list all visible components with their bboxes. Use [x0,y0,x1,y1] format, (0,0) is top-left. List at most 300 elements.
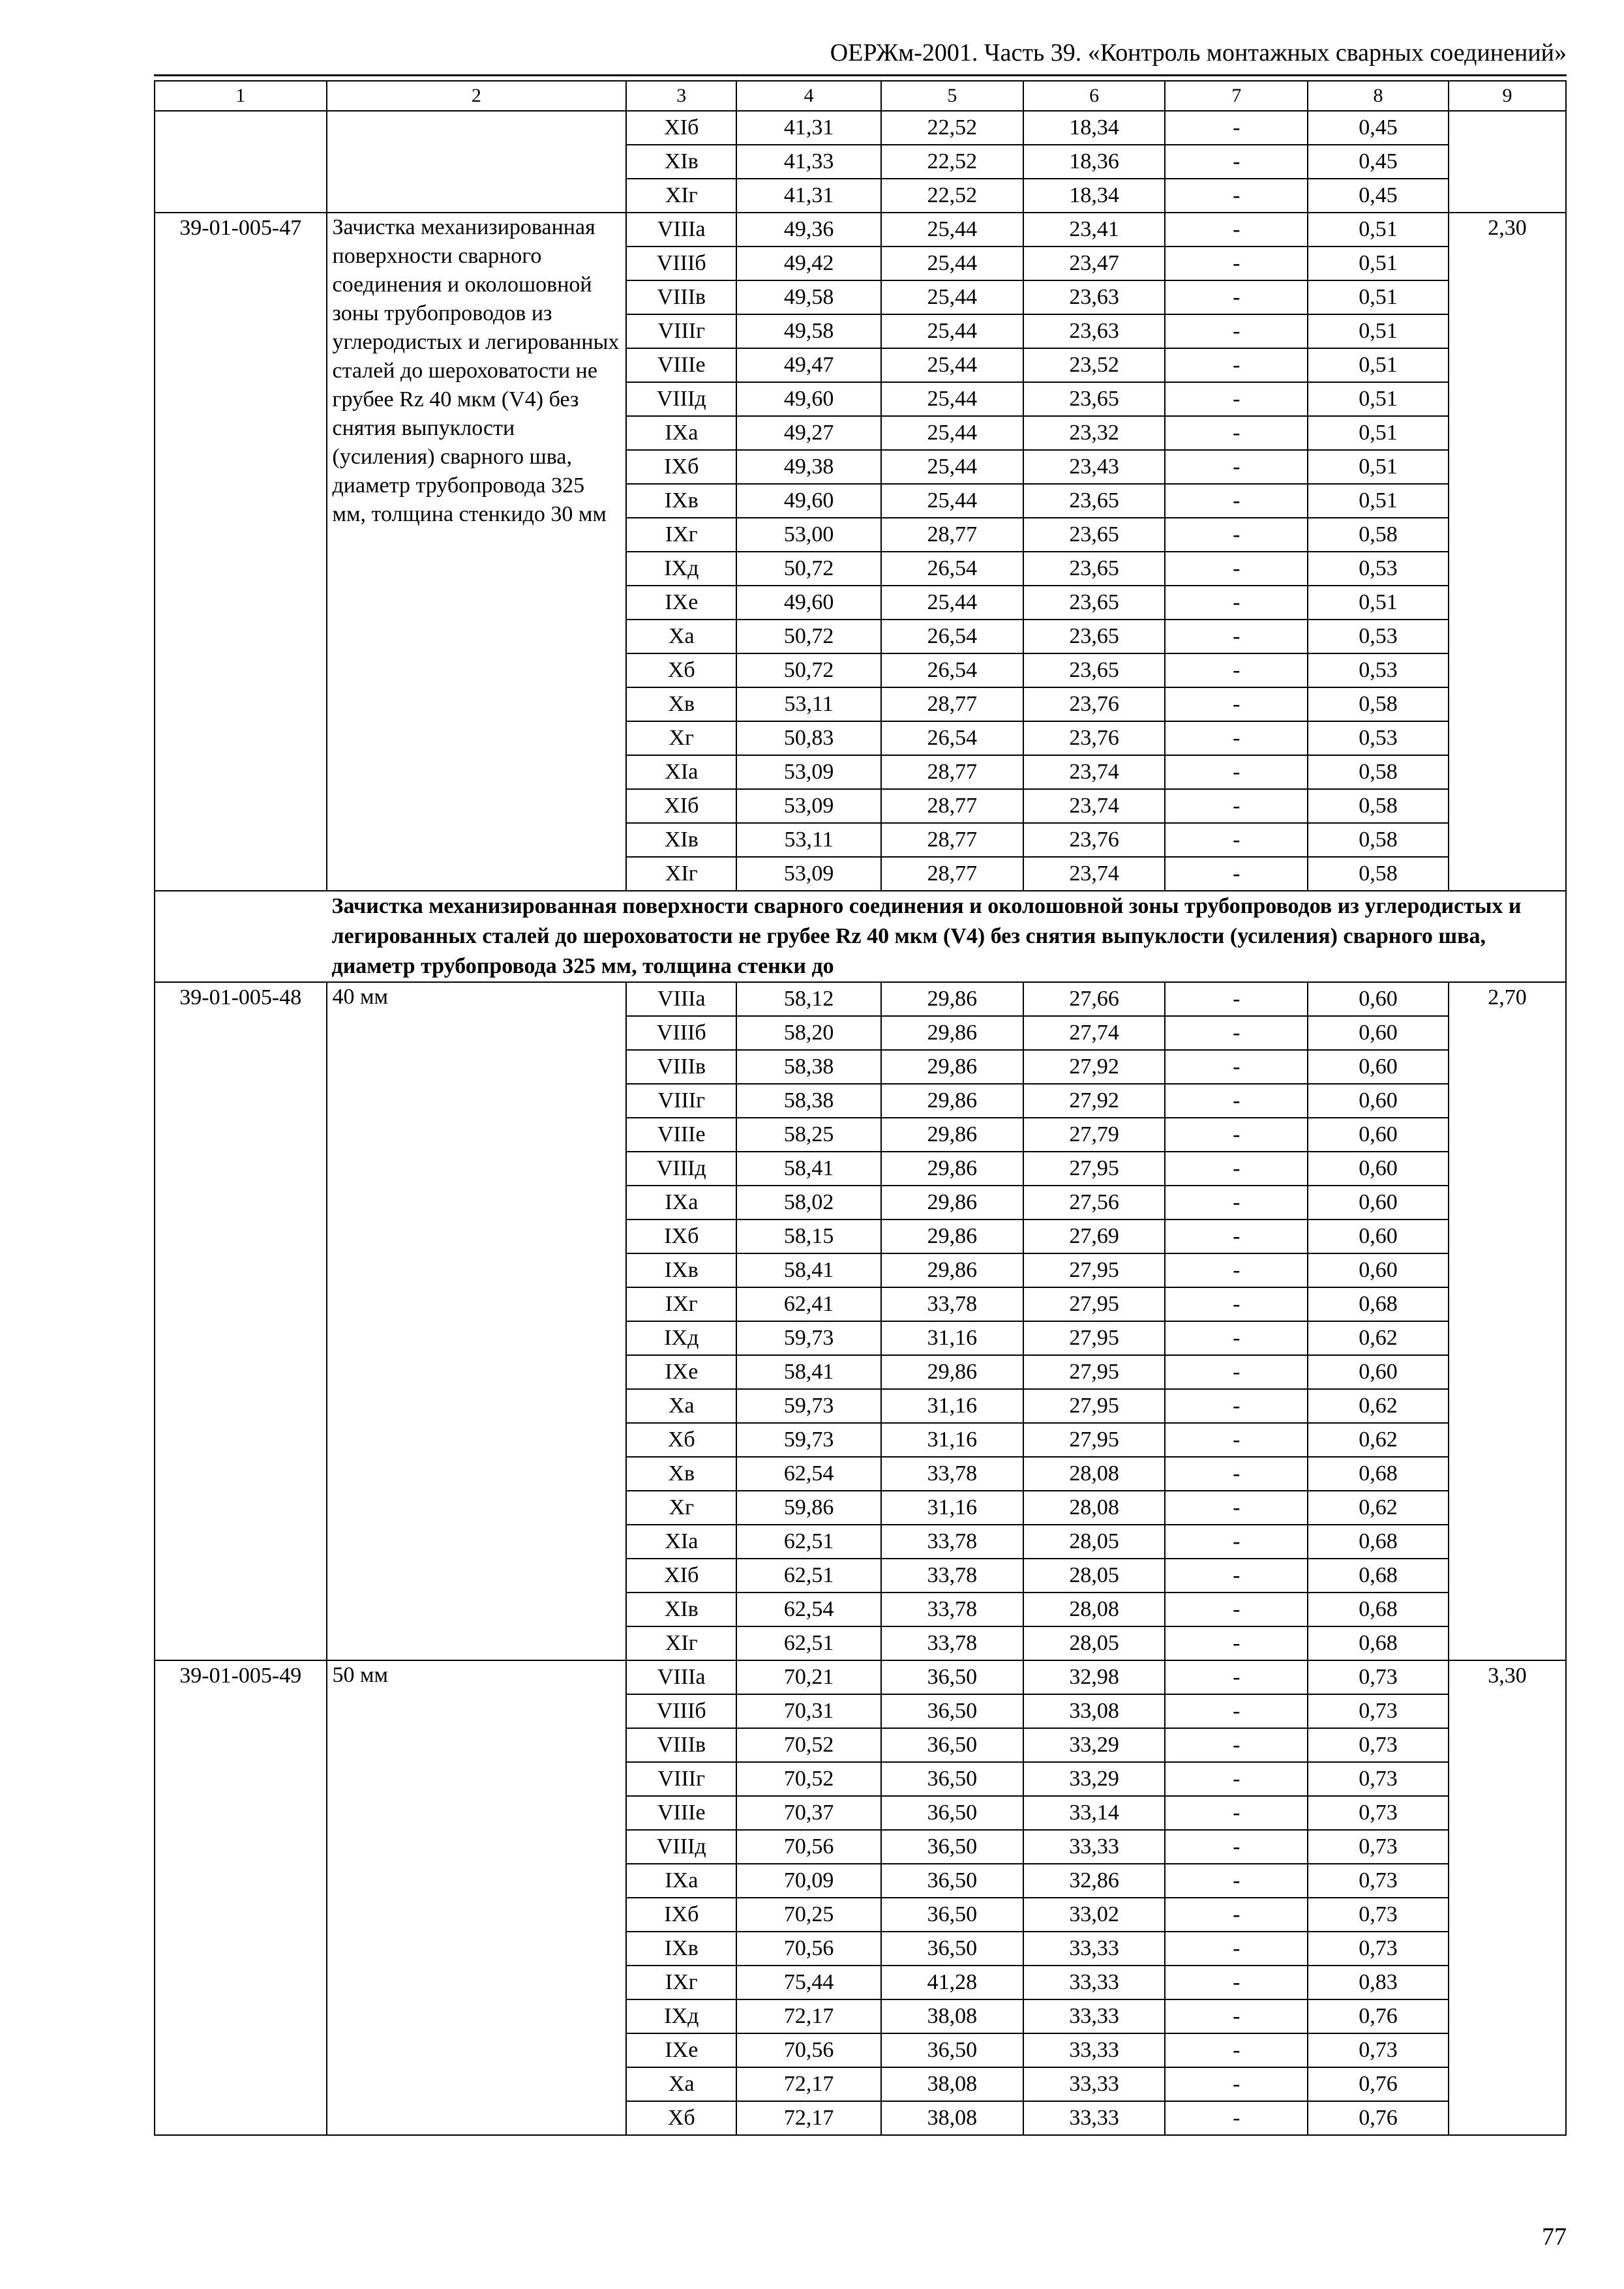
column-number: 1 [155,81,327,111]
value-cell: 23,76 [1023,823,1165,857]
value-cell: 0,53 [1308,620,1449,653]
value-cell: 36,50 [881,1762,1023,1796]
value-cell: 33,78 [881,1559,1023,1593]
value-cell: 18,34 [1023,179,1165,213]
grade-cell: IXа [626,416,736,450]
value-cell: - [1165,687,1308,721]
grade-cell: Xб [626,1423,736,1457]
value-cell: 32,86 [1023,1864,1165,1898]
value-cell: - [1165,1050,1308,1084]
total-cell: 2,70 [1449,982,1566,1660]
value-cell: 0,58 [1308,857,1449,891]
grade-cell: IXд [626,552,736,586]
grade-cell: IXд [626,1999,736,2033]
value-cell: - [1165,280,1308,314]
value-cell: 33,29 [1023,1762,1165,1796]
grade-cell: Xв [626,1457,736,1491]
value-cell: 29,86 [881,1253,1023,1287]
value-cell: 53,09 [736,857,881,891]
value-cell: 0,68 [1308,1457,1449,1491]
value-cell: 0,68 [1308,1593,1449,1626]
grade-cell: IXб [626,450,736,484]
value-cell: 33,33 [1023,2101,1165,2135]
column-number: 4 [736,81,881,111]
value-cell: 58,41 [736,1253,881,1287]
value-cell: 36,50 [881,1864,1023,1898]
value-cell: 31,16 [881,1423,1023,1457]
value-cell: 0,51 [1308,416,1449,450]
table-row [155,213,1566,247]
value-cell: 0,62 [1308,1389,1449,1423]
value-cell: 36,50 [881,1932,1023,1966]
value-cell: 70,52 [736,1728,881,1762]
value-cell: - [1165,213,1308,247]
value-cell: 33,33 [1023,1830,1165,1864]
grade-cell: Xа [626,1389,736,1423]
value-cell: 0,68 [1308,1559,1449,1593]
grade-cell: Xг [626,721,736,755]
value-cell: 0,73 [1308,2033,1449,2067]
value-cell: 38,08 [881,1999,1023,2033]
value-cell: 25,44 [881,314,1023,348]
value-cell: 23,74 [1023,755,1165,789]
column-number-row [155,81,1566,111]
value-cell: 0,60 [1308,1152,1449,1186]
value-cell: - [1165,450,1308,484]
value-cell: 41,33 [736,145,881,179]
value-cell: - [1165,1287,1308,1321]
value-cell: 22,52 [881,111,1023,145]
value-cell: 31,16 [881,1321,1023,1355]
grade-cell: XIг [626,179,736,213]
value-cell: 27,95 [1023,1355,1165,1389]
value-cell: - [1165,1728,1308,1762]
value-cell: 59,73 [736,1423,881,1457]
value-cell: 23,43 [1023,450,1165,484]
grade-cell: IXв [626,1253,736,1287]
value-cell: 0,73 [1308,1796,1449,1830]
value-cell: - [1165,1593,1308,1626]
grade-cell: VIIIв [626,1050,736,1084]
value-cell: 23,74 [1023,857,1165,891]
value-cell: - [1165,586,1308,620]
value-cell: - [1165,484,1308,518]
value-cell: 25,44 [881,450,1023,484]
value-cell: 0,73 [1308,1864,1449,1898]
value-cell: 59,73 [736,1321,881,1355]
value-cell: 0,60 [1308,1084,1449,1118]
value-cell: - [1165,1830,1308,1864]
value-cell: 0,73 [1308,1694,1449,1728]
work-description: 40 мм [327,982,627,1660]
rate-code [155,111,327,213]
value-cell: 25,44 [881,280,1023,314]
page-header-title: ОЕРЖм-2001. Часть 39. «Контроль монтажных сварных соединений» [830,39,1567,67]
value-cell: 53,00 [736,518,881,552]
value-cell: 29,86 [881,1186,1023,1219]
value-cell: 28,08 [1023,1593,1165,1626]
value-cell: 49,60 [736,586,881,620]
value-cell: - [1165,1355,1308,1389]
value-cell: 0,76 [1308,2101,1449,2135]
value-cell: 25,44 [881,213,1023,247]
value-cell: 0,58 [1308,789,1449,823]
value-cell: 23,74 [1023,789,1165,823]
value-cell: - [1165,1491,1308,1525]
value-cell: 28,05 [1023,1626,1165,1660]
value-cell: 27,95 [1023,1321,1165,1355]
value-cell: 25,44 [881,586,1023,620]
value-cell: - [1165,382,1308,416]
value-cell: - [1165,1694,1308,1728]
value-cell: 58,38 [736,1084,881,1118]
value-cell: - [1165,247,1308,280]
value-cell: 25,44 [881,416,1023,450]
grade-cell: IXг [626,1287,736,1321]
value-cell: 0,73 [1308,1932,1449,1966]
value-cell: 18,34 [1023,111,1165,145]
value-cell: - [1165,1796,1308,1830]
value-cell: - [1165,1457,1308,1491]
grade-cell: VIIIг [626,1084,736,1118]
value-cell: 31,16 [881,1491,1023,1525]
value-cell: 58,20 [736,1016,881,1050]
grade-cell: VIIIб [626,247,736,280]
value-cell: 33,33 [1023,1966,1165,1999]
value-cell: 0,60 [1308,1219,1449,1253]
value-cell: 49,47 [736,348,881,382]
value-cell: 23,47 [1023,247,1165,280]
value-cell: 0,76 [1308,1999,1449,2033]
grade-cell: VIIIе [626,348,736,382]
value-cell: - [1165,1932,1308,1966]
column-number: 7 [1165,81,1308,111]
value-cell: - [1165,1389,1308,1423]
value-cell: 0,68 [1308,1525,1449,1559]
value-cell: - [1165,1966,1308,1999]
work-description: Зачистка механизированная поверхности сварного соединения и околошовной зоны трубопроводов из углеродистых и легированных сталей до шероховатости не грубее Rz 40 мкм (V4) без снятия выпуклости (усиления) сварного шва, диаметр трубопровода 325 мм, толщина стенкидо 30 мм [327,213,627,891]
value-cell: 59,73 [736,1389,881,1423]
value-cell: 0,51 [1308,247,1449,280]
grade-cell: VIIIг [626,1762,736,1796]
value-cell: 58,02 [736,1186,881,1219]
value-cell: 0,83 [1308,1966,1449,1999]
value-cell: 33,33 [1023,1999,1165,2033]
value-cell: - [1165,2101,1308,2135]
value-cell: 18,36 [1023,145,1165,179]
value-cell: 0,62 [1308,1423,1449,1457]
value-cell: 53,11 [736,687,881,721]
rate-code: 39-01-005-48 [155,982,327,1660]
value-cell: 62,54 [736,1457,881,1491]
grade-cell: VIIIд [626,1152,736,1186]
column-number: 6 [1023,81,1165,111]
value-cell: 23,65 [1023,620,1165,653]
value-cell: 41,31 [736,179,881,213]
value-cell: 70,37 [736,1796,881,1830]
value-cell: 0,51 [1308,213,1449,247]
value-cell: - [1165,1084,1308,1118]
rate-code: 39-01-005-47 [155,213,327,891]
value-cell: 0,51 [1308,280,1449,314]
grade-cell: IXд [626,1321,736,1355]
grade-cell: Xг [626,1491,736,1525]
value-cell: 23,63 [1023,280,1165,314]
grade-cell: Xв [626,687,736,721]
value-cell: - [1165,1186,1308,1219]
grade-cell: IXа [626,1864,736,1898]
value-cell: 0,45 [1308,179,1449,213]
value-cell: 36,50 [881,1694,1023,1728]
value-cell: 62,51 [736,1525,881,1559]
value-cell: 22,52 [881,179,1023,213]
value-cell: 58,15 [736,1219,881,1253]
value-cell: - [1165,721,1308,755]
value-cell: 0,73 [1308,1762,1449,1796]
value-cell: - [1165,789,1308,823]
value-cell: 36,50 [881,1830,1023,1864]
value-cell: 49,42 [736,247,881,280]
value-cell: 23,76 [1023,721,1165,755]
value-cell: 25,44 [881,484,1023,518]
value-cell: 29,86 [881,1118,1023,1152]
value-cell: 27,69 [1023,1219,1165,1253]
grade-cell: IXв [626,484,736,518]
value-cell: - [1165,1762,1308,1796]
table-row [155,111,1566,145]
value-cell: 25,44 [881,247,1023,280]
value-cell: 0,60 [1308,1050,1449,1084]
value-cell: 28,08 [1023,1491,1165,1525]
grade-cell: XIв [626,145,736,179]
column-number: 2 [327,81,627,111]
table-row [155,1660,1566,1694]
grade-cell: Xа [626,2067,736,2101]
value-cell: 33,33 [1023,1932,1165,1966]
value-cell: - [1165,416,1308,450]
value-cell: 70,21 [736,1660,881,1694]
grade-cell: IXг [626,1966,736,1999]
value-cell: 58,41 [736,1355,881,1389]
value-cell: 25,44 [881,382,1023,416]
header-rule [154,74,1567,76]
value-cell: 33,78 [881,1287,1023,1321]
total-cell: 3,30 [1449,1660,1566,2135]
value-cell: 26,54 [881,721,1023,755]
value-cell: 25,44 [881,348,1023,382]
value-cell: 58,25 [736,1118,881,1152]
value-cell: 62,54 [736,1593,881,1626]
grade-cell: VIIIв [626,280,736,314]
work-description [327,111,627,213]
value-cell: - [1165,1999,1308,2033]
value-cell: 53,11 [736,823,881,857]
value-cell: 26,54 [881,620,1023,653]
value-cell: 27,79 [1023,1118,1165,1152]
value-cell: 0,60 [1308,1016,1449,1050]
value-cell: 33,29 [1023,1728,1165,1762]
value-cell: 0,45 [1308,145,1449,179]
value-cell: - [1165,1016,1308,1050]
value-cell: 23,65 [1023,653,1165,687]
grade-cell: IXе [626,2033,736,2067]
value-cell: 49,27 [736,416,881,450]
grade-cell: VIIIа [626,213,736,247]
value-cell: 36,50 [881,1898,1023,1932]
value-cell: 0,60 [1308,1186,1449,1219]
value-cell: - [1165,348,1308,382]
grade-cell: VIIIе [626,1796,736,1830]
value-cell: - [1165,518,1308,552]
value-cell: 0,45 [1308,111,1449,145]
value-cell: 0,51 [1308,382,1449,416]
value-cell: 26,54 [881,653,1023,687]
column-number: 3 [626,81,736,111]
value-cell: 36,50 [881,1796,1023,1830]
value-cell: 0,76 [1308,2067,1449,2101]
value-cell: - [1165,1423,1308,1457]
value-cell: 28,77 [881,789,1023,823]
value-cell: 49,58 [736,314,881,348]
value-cell: 29,86 [881,1084,1023,1118]
section-blank-cell [155,891,327,982]
value-cell: - [1165,1152,1308,1186]
grade-cell: Xб [626,653,736,687]
value-cell: - [1165,1118,1308,1152]
value-cell: 33,78 [881,1525,1023,1559]
value-cell: 27,66 [1023,982,1165,1016]
rate-code: 39-01-005-49 [155,1660,327,2135]
value-cell: 0,51 [1308,484,1449,518]
value-cell: 0,60 [1308,1355,1449,1389]
value-cell: 33,33 [1023,2033,1165,2067]
value-cell: - [1165,1898,1308,1932]
value-cell: 29,86 [881,1355,1023,1389]
value-cell: 38,08 [881,2101,1023,2135]
value-cell: 32,98 [1023,1660,1165,1694]
value-cell: - [1165,2033,1308,2067]
value-cell: 0,73 [1308,1728,1449,1762]
value-cell: - [1165,823,1308,857]
value-cell: 28,77 [881,518,1023,552]
value-cell: 53,09 [736,755,881,789]
grade-cell: IXб [626,1219,736,1253]
value-cell: 0,68 [1308,1287,1449,1321]
grade-cell: XIа [626,755,736,789]
value-cell: 62,51 [736,1559,881,1593]
grade-cell: XIа [626,1525,736,1559]
grade-cell: IXа [626,1186,736,1219]
value-cell: - [1165,1321,1308,1355]
grade-cell: IXг [626,518,736,552]
value-cell: 0,53 [1308,552,1449,586]
grade-cell: VIIIг [626,314,736,348]
value-cell: 49,36 [736,213,881,247]
section-heading: Зачистка механизированная поверхности сварного соединения и околошовной зоны трубопроводов из углеродистых и легированных сталей до шероховатости не грубее Rz 40 мкм (V4) без снятия выпуклости (усиления) сварного шва, диаметр трубопровода 325 мм, толщина стенки до [327,891,1567,982]
value-cell: 23,65 [1023,484,1165,518]
value-cell: 70,52 [736,1762,881,1796]
grade-cell: VIIIв [626,1728,736,1762]
value-cell: 27,95 [1023,1389,1165,1423]
value-cell: - [1165,145,1308,179]
grade-cell: VIIIб [626,1016,736,1050]
grade-cell: VIIIе [626,1118,736,1152]
value-cell: 22,52 [881,145,1023,179]
value-cell: - [1165,653,1308,687]
value-cell: 58,38 [736,1050,881,1084]
value-cell: 27,74 [1023,1016,1165,1050]
value-cell: 0,58 [1308,687,1449,721]
value-cell: 53,09 [736,789,881,823]
value-cell: 0,51 [1308,314,1449,348]
value-cell: - [1165,1660,1308,1694]
total-cell: 2,30 [1449,213,1566,891]
value-cell: 33,78 [881,1457,1023,1491]
value-cell: 23,32 [1023,416,1165,450]
value-cell: 36,50 [881,1728,1023,1762]
value-cell: 23,65 [1023,586,1165,620]
value-cell: 27,95 [1023,1253,1165,1287]
grade-cell: IXб [626,1898,736,1932]
grade-cell: VIIIа [626,1660,736,1694]
value-cell: 0,51 [1308,586,1449,620]
value-cell: 27,92 [1023,1084,1165,1118]
value-cell: 23,65 [1023,552,1165,586]
grade-cell: XIг [626,857,736,891]
value-cell: 59,86 [736,1491,881,1525]
value-cell: 50,83 [736,721,881,755]
value-cell: 70,56 [736,2033,881,2067]
value-cell: - [1165,314,1308,348]
value-cell: 36,50 [881,2033,1023,2067]
value-cell: 0,58 [1308,518,1449,552]
value-cell: 29,86 [881,1152,1023,1186]
value-cell: 33,14 [1023,1796,1165,1830]
value-cell: - [1165,2067,1308,2101]
value-cell: 70,25 [736,1898,881,1932]
value-cell: - [1165,1253,1308,1287]
grade-cell: IXв [626,1932,736,1966]
value-cell: 50,72 [736,620,881,653]
value-cell: 33,78 [881,1593,1023,1626]
value-cell: 27,92 [1023,1050,1165,1084]
grade-cell: IXе [626,1355,736,1389]
value-cell: - [1165,1626,1308,1660]
value-cell: 0,73 [1308,1830,1449,1864]
grade-cell: XIв [626,823,736,857]
value-cell: 0,62 [1308,1321,1449,1355]
column-number: 5 [881,81,1023,111]
section-heading-row [155,891,1566,982]
value-cell: 75,44 [736,1966,881,1999]
value-cell: 0,68 [1308,1626,1449,1660]
value-cell: 49,58 [736,280,881,314]
value-cell: 33,02 [1023,1898,1165,1932]
value-cell: 0,60 [1308,1118,1449,1152]
value-cell: 23,63 [1023,314,1165,348]
value-cell: 28,77 [881,687,1023,721]
value-cell: 49,60 [736,484,881,518]
value-cell: 36,50 [881,1660,1023,1694]
grade-cell: Xб [626,2101,736,2135]
value-cell: 23,52 [1023,348,1165,382]
value-cell: 29,86 [881,1219,1023,1253]
column-number: 8 [1308,81,1449,111]
value-cell: 0,73 [1308,1660,1449,1694]
value-cell: 28,77 [881,857,1023,891]
value-cell: - [1165,1525,1308,1559]
rates-table-body [155,81,1566,2135]
